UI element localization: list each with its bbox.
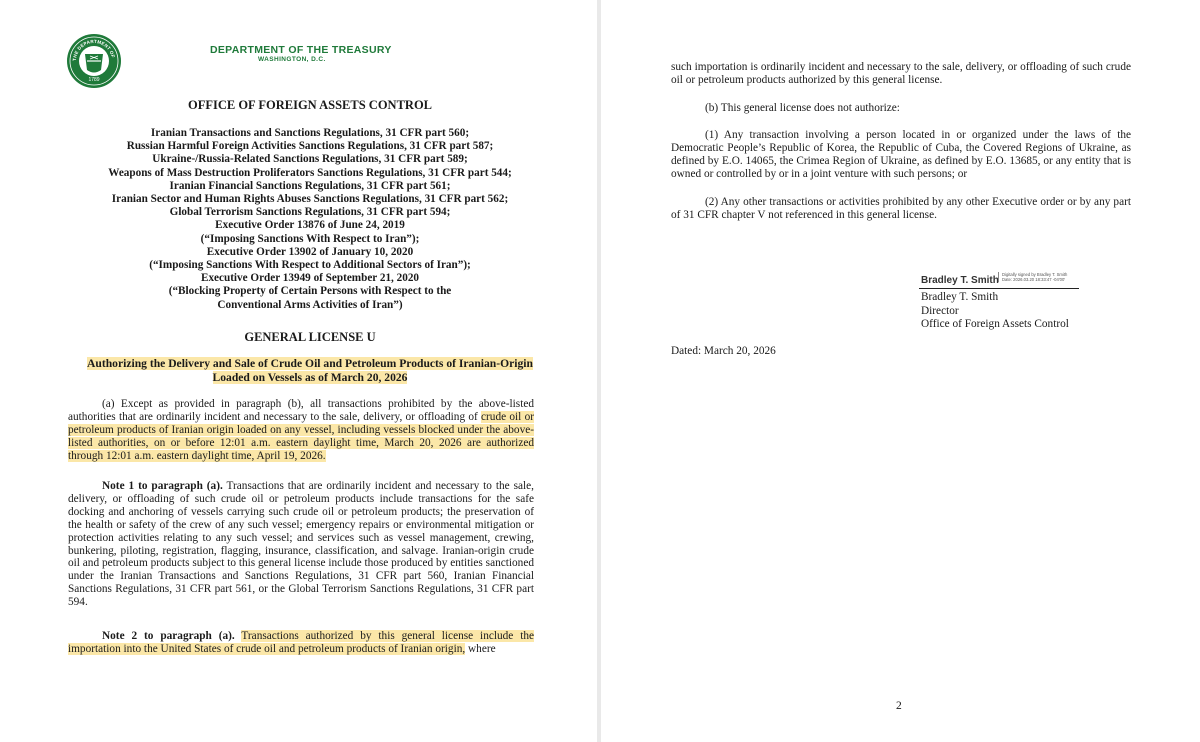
paragraph-a [68,398,534,463]
regulation-line: Conventional Arms Activities of Iran”) [217,298,403,311]
office-heading: OFFICE OF FOREIGN ASSETS CONTROL [187,98,433,112]
signature: Bradley T. Smith [921,275,999,286]
note-1-label: Note 1 to paragraph (a). [102,480,223,492]
authorizing-title [40,357,580,385]
paragraph-a-text: (a) Except as provided in paragraph (b), all transactions prohibited by the above-listed authorities that are ordinarily incident and necessary to the sale, delivery, or offloading of [68,398,534,423]
note-2-highlight: Transactions authorized by this general license include the importation into the United States of crude oil and petroleum products of Iranian origin, [68,630,535,655]
authorizing-title-line: Authorizing the Delivery and Sale of Crude Oil and Petroleum Products of Iranian-Origin [87,357,533,370]
regulation-line: Global Terrorism Sanctions Regulations, 31 CFR part 594; [169,206,451,219]
department-location: WASHINGTON, D.C. [258,56,326,63]
note-1-text: Transactions that are ordinarily incident and necessary to the sale, delivery, or offloading of such crude oil or petroleum products include transactions for the safe docking and anchoring of vessels carrying such crude oil or petroleum products; the preservation of the health or safety of the crew of any such vessel; emergency repairs or environmental mitigation or protection activities relating to any such vessel; and services such as vessel management, crewing, bunkering, piloting, registration, flagging, insurance, classification, and salvage. Iranian-origin crude oil and petroleum products subject to this general license include those produced by entities sanctioned under the Iranian Transactions and Sanctions Regulations, 31 CFR part 560, Iranian Financial Sanctions Regulations, 31 CFR part 561, or the Global Terrorism Sanctions Regulations, 31 CFR part 594. [68,480,534,609]
paragraph-continuation: such importation is ordinarily incident and necessary to the sale, delivery, or offloading of such crude oil or petroleum products authorized by this general license. [671,61,1131,86]
paragraph-a-highlight: crude oil or petroleum products of Iranian origin loaded on any vessel, including vessels blocked under the above-listed authorities, on or before 12:01 a.m. eastern daylight time, March 20, 2026 are authorized through 12:01 a.m. eastern daylight time, April 19, 2026. [68,410,534,462]
paragraph-b1-text: (1) Any transaction involving a person located in or organized under the laws of the Democratic People’s Republic of Korea, the Republic of Cuba, the Covered Regions of Ukraine, as defined by E.O. 14065, the Crimea Region of Ukraine, as defined by E.O. 13685, or any entity that is owned or controlled by or in a joint venture with such persons; or [671,129,1131,180]
document-page-1 [0,0,597,742]
license-title: GENERAL LICENSE U [244,330,376,344]
regulation-line: Ukraine-/Russia-Related Sanctions Regulations, 31 CFR part 589; [152,153,468,166]
paragraph-b [671,102,1131,115]
note-1 [68,480,534,609]
note-2-text: where [465,642,496,655]
treasury-seal-icon [66,33,122,89]
digital-signature-stamp [998,272,1080,282]
regulation-line: (“Imposing Sanctions With Respect to Additional Sectors of Iran”); [149,259,471,272]
regulation-line: (“Blocking Property of Certain Persons with Respect to the [168,285,452,298]
seal-year: 1789 [88,77,100,83]
dated-line: Dated: March 20, 2026 [671,345,776,357]
seal-ring-text: THE DEPARTMENT OF [71,38,116,62]
regulation-line: Iranian Transactions and Sanctions Regulations, 31 CFR part 560; [150,127,470,139]
signer-title: Director [921,304,959,317]
department-title: DEPARTMENT OF THE TREASURY [210,44,392,56]
regulation-line: Executive Order 13949 of September 21, 2020 [200,272,420,285]
regulation-line: Iranian Financial Sanctions Regulations, 31 CFR part 561; [169,179,451,192]
note-2-label: Note 2 to paragraph (a). [102,630,235,642]
document-page-2 [601,0,1200,742]
regulations-list [40,127,580,312]
signer-name: Bradley T. Smith [921,291,999,303]
note-2 [68,630,534,656]
signature-block [921,291,1069,332]
signature-line [919,288,1079,289]
regulation-line: Executive Order 13902 of January 10, 2020 [206,245,414,258]
digital-signature-date: Date: 2026.03.20 18:33:47 -04'00' [1002,277,1066,282]
digital-signature-line: Digitally signed by Bradley T. Smith [1002,272,1068,277]
paragraph-b-text: (b) This general license does not authorize: [705,102,900,114]
paragraph-b2-text: (2) Any other transactions or activities prohibited by any other Executive order or by any part of 31 CFR chapter V not referenced in this general license. [671,196,1131,221]
regulation-line: (“Imposing Sanctions With Respect to Iran”); [200,232,420,245]
regulation-line: Russian Harmful Foreign Activities Sanctions Regulations, 31 CFR part 587; [126,140,494,153]
signer-office: Office of Foreign Assets Control [921,318,1069,330]
regulation-line: Executive Order 13876 of June 24, 2019 [215,219,405,232]
paragraph-b2 [671,196,1131,222]
regulation-line: Iranian Sector and Human Rights Abuses Sanctions Regulations, 31 CFR part 562; [111,193,509,206]
page-number: 2 [896,700,902,712]
paragraph-b1 [671,129,1131,181]
authorizing-title-line: Loaded on Vessels as of March 20, 2026 [212,371,408,384]
regulation-line: Weapons of Mass Destruction Proliferators Sanctions Regulations, 31 CFR part 544; [108,166,512,179]
